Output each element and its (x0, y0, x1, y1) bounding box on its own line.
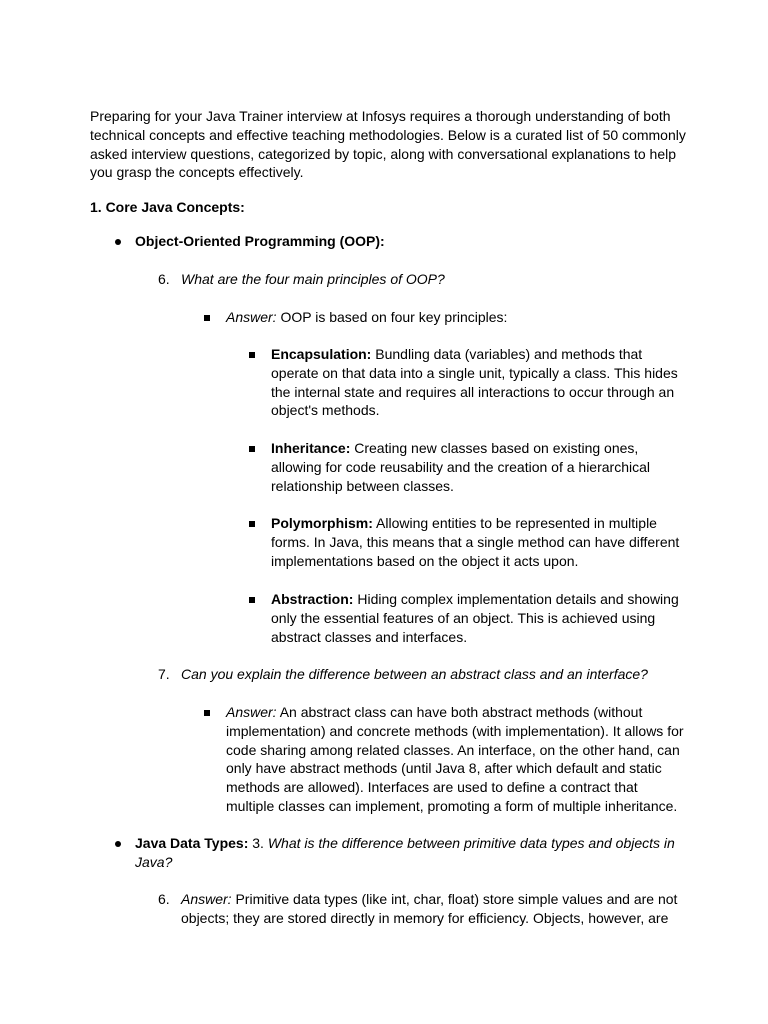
principle-term: Polymorphism: (271, 515, 373, 531)
principle-term: Abstraction: (271, 591, 354, 607)
answer-text: An abstract class can have both abstract methods (without implementation) and concrete methods (with implementation). It allows for code sharing among related classes. An interface, on the other hand, can only have abstract methods (until Java 8, after which default and static methods are allowed). Interfaces are used to define a contract that multiple classes can implement, promoting a form of multiple inheritance. (226, 704, 684, 814)
oop-subheading: Object-Oriented Programming (OOP): (135, 233, 385, 249)
question-oop-principles: What are the four main principles of OOP? (181, 271, 445, 287)
bullet-square (249, 352, 255, 358)
answer-primitive-vs-objects (181, 890, 681, 928)
principle-text: Bundling data (variables) and methods that operate on that data into a single unit, typically a class. This hides the internal state and requires all interactions to occur through an object's methods. (271, 346, 678, 419)
question-primitive-vs-objects: What is the difference between primitive data types and objects in Java? (135, 835, 675, 870)
data-types-item (135, 834, 680, 872)
answer-abstract-vs-interface (226, 703, 686, 816)
principle-text: Allowing entities to be represented in multiple forms. In Java, this means that a single method can have different implementations based on the object it acts upon. (271, 515, 680, 569)
principle-text: Hiding complex implementation details and showing only the essential features of an object. This is achieved using abstract classes and interfaces. (271, 591, 679, 645)
principle-term: Inheritance: (271, 440, 351, 456)
bullet-disc (115, 239, 121, 245)
answer-number: 6. (158, 891, 170, 907)
answer-text: Primitive data types (like int, char, float) store simple values and are not objects; they are stored directly in memory for efficiency. Objects, however, are (181, 891, 678, 926)
intro-paragraph: Preparing for your Java Trainer interview at Infosys requires a thorough understanding of both technical concepts and effective teaching methodologies. Below is a curated list of 50 commonly asked interview questions, categorized by topic, along with conversational explanations to help you grasp the concepts effectively. (90, 108, 686, 181)
principle-abstraction (271, 590, 691, 646)
principle-text: Creating new classes based on existing ones, allowing for code reusability and the creation of a hierarchical relationship between classes. (271, 440, 650, 494)
data-types-subheading: Java Data Types: (135, 835, 249, 851)
answer-oop-intro (226, 308, 507, 327)
answer-label: Answer: (226, 309, 277, 325)
section-heading-core-java: 1. Core Java Concepts: (90, 199, 245, 215)
answer-label: Answer: (181, 891, 232, 907)
principle-encapsulation (271, 345, 681, 420)
principle-polymorphism (271, 514, 691, 570)
inline-number: 3. (248, 835, 268, 851)
question-number: 6. (158, 271, 170, 287)
question-abstract-vs-interface: Can you explain the difference between an abstract class and an interface? (181, 666, 648, 682)
question-number: 7. (158, 666, 170, 682)
bullet-disc (115, 841, 121, 847)
bullet-square (249, 521, 255, 527)
principle-inheritance (271, 439, 671, 495)
answer-text: OOP is based on four key principles: (276, 309, 508, 325)
bullet-square (249, 597, 255, 603)
principle-term: Encapsulation: (271, 346, 372, 362)
bullet-square (204, 315, 210, 321)
bullet-square (249, 446, 255, 452)
bullet-square (204, 710, 210, 716)
answer-label: Answer: (226, 704, 277, 720)
